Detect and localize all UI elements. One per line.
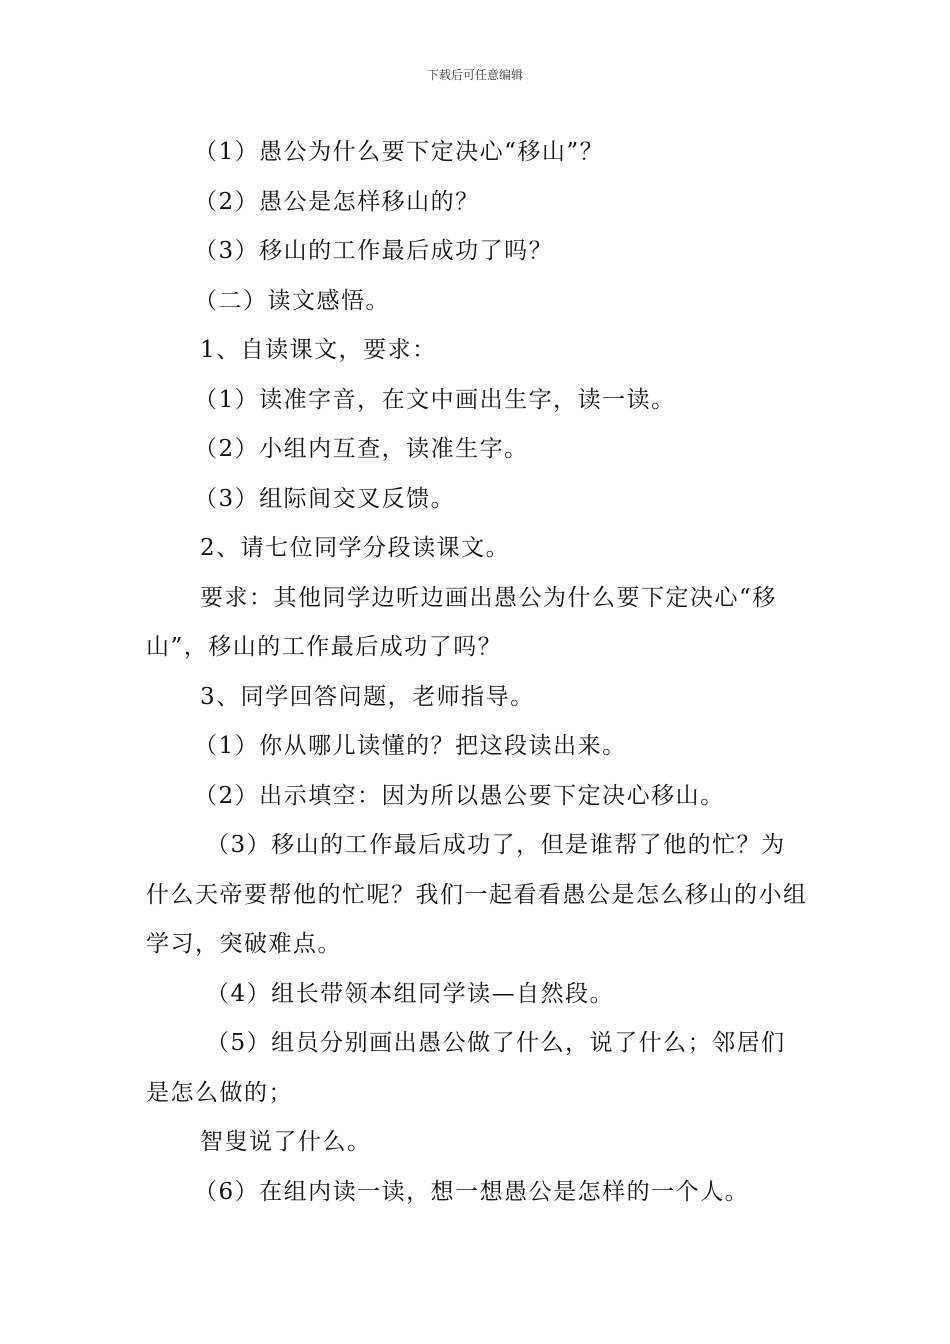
- step-3-item-6: （6）在组内读一读，想一想愚公是怎样的一个人。: [194, 1178, 750, 1205]
- step-2-requirement: 要求：其他同学边听边画出愚公为什么要下定决心“移山”，移山的工作最后成功了吗？: [146, 584, 777, 660]
- question-2: （2）愚公是怎样移山的？: [194, 188, 480, 215]
- document-body: [146, 128, 808, 1217]
- step-1-item-1: （1）读准字音，在文中画出生字，读一读。: [194, 386, 676, 413]
- question-1: （1）愚公为什么要下定决心“移山”？: [194, 139, 605, 165]
- step-2: 2、请七位同学分段读课文。: [200, 535, 511, 561]
- step-1-item-3: （3）组际间交叉反馈。: [194, 485, 456, 512]
- step-3-item-5-cont: 智叟说了什么。: [200, 1129, 372, 1155]
- step-3-item-4: （4）组长带领本组同学读—自然段。: [206, 980, 615, 1007]
- question-3: （3）移山的工作最后成功了吗？: [194, 238, 554, 264]
- step-1-item-2: （2）小组内互查，读准生字。: [194, 436, 529, 462]
- step-1: 1、自读课文，要求：: [200, 337, 437, 363]
- page-header: 下载后可任意编辑: [426, 68, 523, 82]
- step-3-item-2: （2）出示填空：因为所以愚公要下定决心移山。: [194, 782, 725, 809]
- section-heading: （二）读文感悟。: [194, 287, 390, 314]
- step-3-item-1: （1）你从哪儿读懂的？把这段读出来。: [194, 733, 627, 759]
- step-3-item-3: （3）移山的工作最后成功了，但是谁帮了他的忙？为什么天帝要帮他的忙呢？我们一起看看愚公是怎么移山的小组学习，突破难点。: [146, 832, 808, 957]
- step-3-item-5: （5）组员分别画出愚公做了什么，说了什么；邻居们是怎么做的；: [146, 1030, 786, 1106]
- step-3: 3、同学回答问题，老师指导。: [200, 683, 535, 710]
